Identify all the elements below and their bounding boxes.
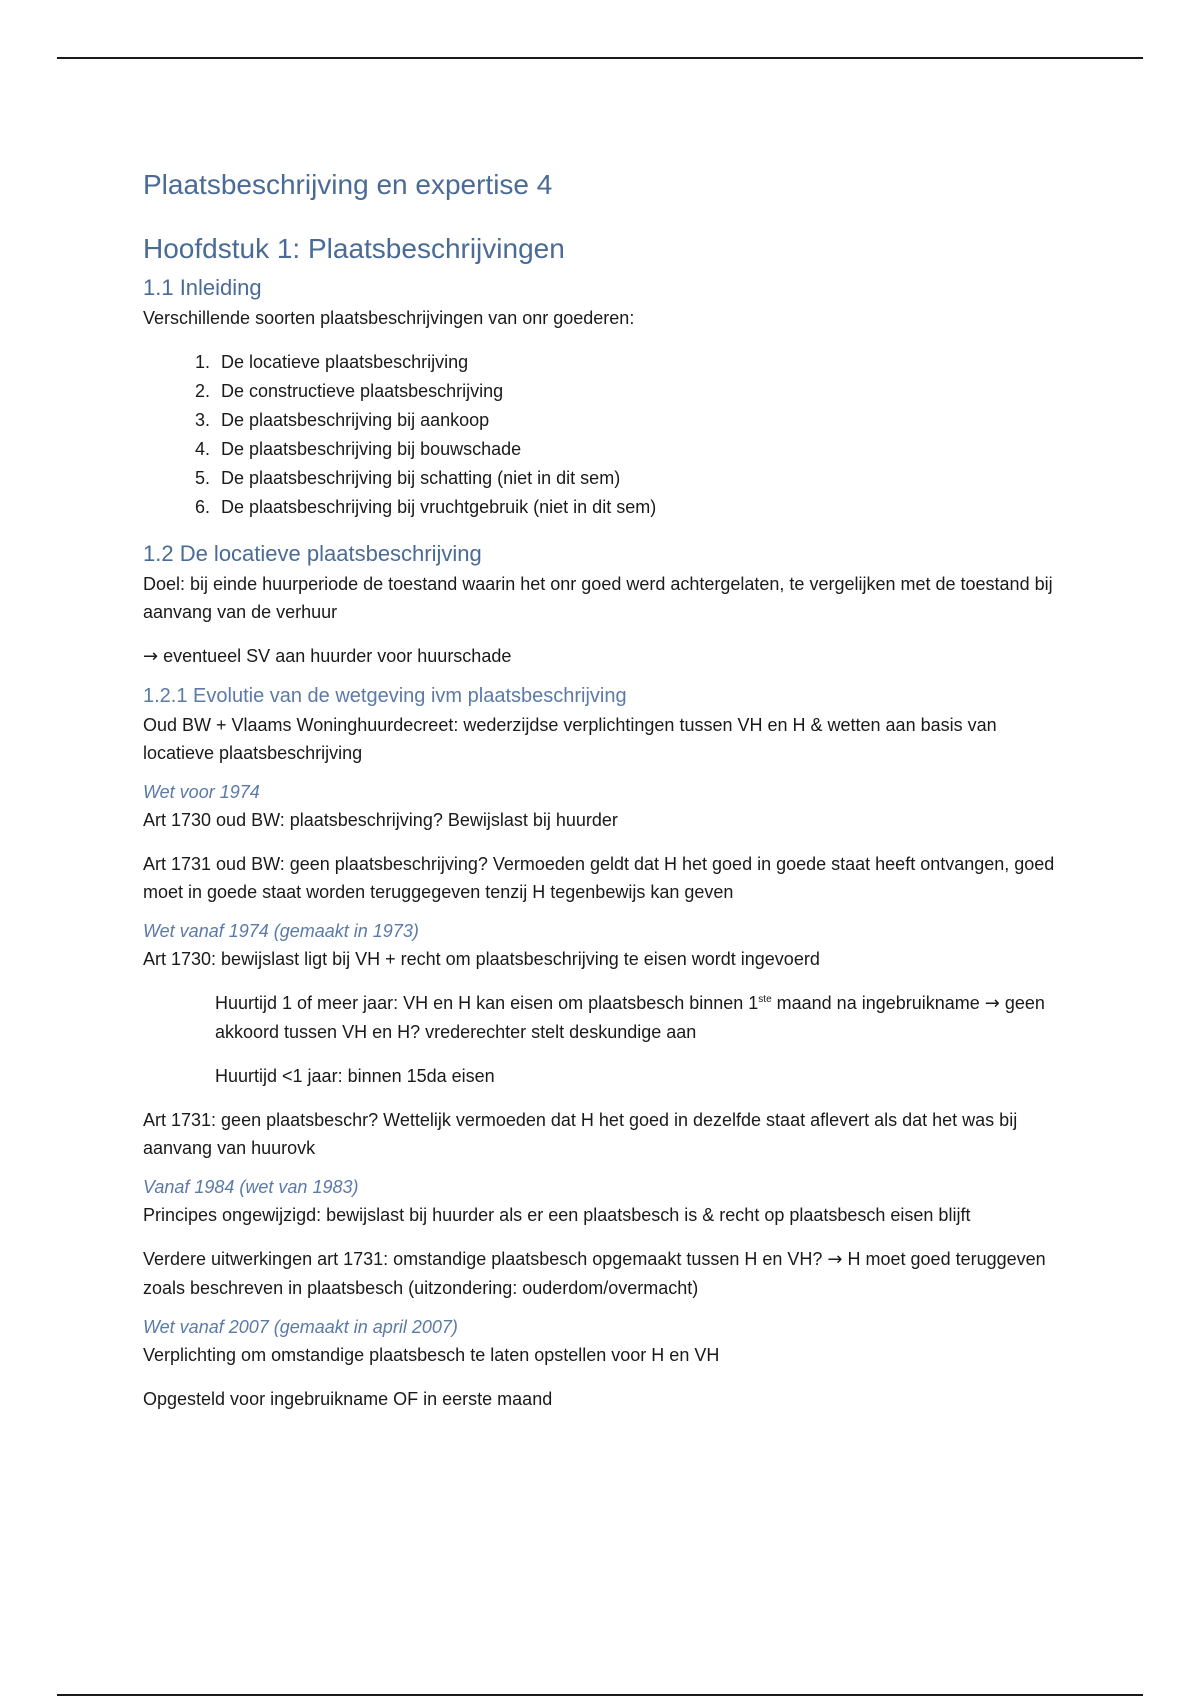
section-1-2-note	[143, 642, 1063, 671]
text-run: geen akkoord tussen VH en H? vrederechter stelt deskundige aan	[215, 993, 1045, 1042]
subheading-vanaf-1984: Vanaf 1984 (wet van 1983)	[143, 1177, 359, 1197]
list-item: 2. De constructieve plaatsbeschrijving	[215, 377, 1063, 406]
indented-paragraph	[215, 989, 1063, 1046]
section-heading-1-2-1: 1.2.1 Evolutie van de wetgeving ivm plaatsbeschrijving	[143, 685, 627, 707]
arrow-icon: →	[984, 993, 1000, 1014]
subheading-wet-vanaf-2007: Wet vanaf 2007 (gemaakt in april 2007)	[143, 1317, 458, 1337]
note-text: eventueel SV aan huurder voor huurschade	[163, 646, 512, 666]
list-item: 3. De plaatsbeschrijving bij aankoop	[215, 406, 1063, 435]
text-run: Verdere uitwerkingen art 1731: omstandige plaatsbesch opgemaakt tussen H en VH?	[143, 1249, 828, 1269]
chapter-heading: Hoofdstuk 1: Plaatsbeschrijvingen	[143, 233, 565, 264]
document-page	[143, 168, 1063, 1413]
subheading-wet-voor-1974: Wet voor 1974	[143, 782, 260, 802]
arrow-icon: →	[143, 646, 159, 667]
plaatsbeschrijving-types-list	[143, 348, 1063, 522]
paragraph: Verplichting om omstandige plaatsbesch te laten opstellen voor H en VH	[143, 1345, 720, 1365]
section-1-2-doel: Doel: bij einde huurperiode de toestand waarin het onr goed werd achtergelaten, te vergelijken met de toestand bij aanvang van de verhuur	[143, 574, 1053, 622]
list-item: 6. De plaatsbeschrijving bij vruchtgebruik (niet in dit sem)	[215, 493, 1063, 522]
section-heading-1-2: 1.2 De locatieve plaatsbeschrijving	[143, 541, 482, 566]
paragraph: Opgesteld voor ingebruikname OF in eerste maand	[143, 1389, 553, 1409]
section-1-1-intro: Verschillende soorten plaatsbeschrijvingen van onr goederen:	[143, 308, 635, 328]
header-rule	[57, 57, 1143, 59]
subheading-wet-vanaf-1974: Wet vanaf 1974 (gemaakt in 1973)	[143, 921, 419, 941]
list-item: 5. De plaatsbeschrijving bij schatting (niet in dit sem)	[215, 464, 1063, 493]
text-run: Huurtijd 1 of meer jaar: VH en H kan eisen om plaatsbesch binnen 1	[215, 993, 759, 1013]
list-item: 1. De locatieve plaatsbeschrijving	[215, 348, 1063, 377]
paragraph: Principes ongewijzigd: bewijslast bij huurder als er een plaatsbesch is & recht op plaatsbesch eisen blijft	[143, 1205, 971, 1225]
document-title: Plaatsbeschrijving en expertise 4	[143, 169, 553, 200]
paragraph: Art 1730: bewijslast ligt bij VH + recht om plaatsbeschrijving te eisen wordt ingevoerd	[143, 949, 820, 969]
paragraph	[143, 1245, 1063, 1302]
paragraph: Art 1730 oud BW: plaatsbeschrijving? Bewijslast bij huurder	[143, 810, 618, 830]
section-1-2-1-intro: Oud BW + Vlaams Woninghuurdecreet: wederzijdse verplichtingen tussen VH en H & wetten aan basis van locatieve plaatsbeschrijving	[143, 715, 997, 763]
arrow-icon: →	[827, 1249, 843, 1270]
superscript: ste	[758, 994, 772, 1005]
indented-paragraph: Huurtijd <1 jaar: binnen 15da eisen	[215, 1066, 495, 1086]
list-item: 4. De plaatsbeschrijving bij bouwschade	[215, 435, 1063, 464]
paragraph: Art 1731 oud BW: geen plaatsbeschrijving? Vermoeden geldt dat H het goed in goede staat heeft ontvangen, goed moet in goede staat worden teruggegeven tenzij H tegenbewijs kan geven	[143, 854, 1055, 902]
footer-rule	[57, 1694, 1143, 1696]
text-run: H moet goed teruggeven zoals beschreven in plaatsbesch (uitzondering: ouderdom/overmacht)	[143, 1249, 1046, 1298]
paragraph: Art 1731: geen plaatsbeschr? Wettelijk vermoeden dat H het goed in dezelfde staat aflevert als dat het was bij aanvang van huurovk	[143, 1110, 1018, 1158]
text-run: maand na ingebruikname	[771, 993, 985, 1013]
section-heading-1-1: 1.1 Inleiding	[143, 275, 262, 300]
